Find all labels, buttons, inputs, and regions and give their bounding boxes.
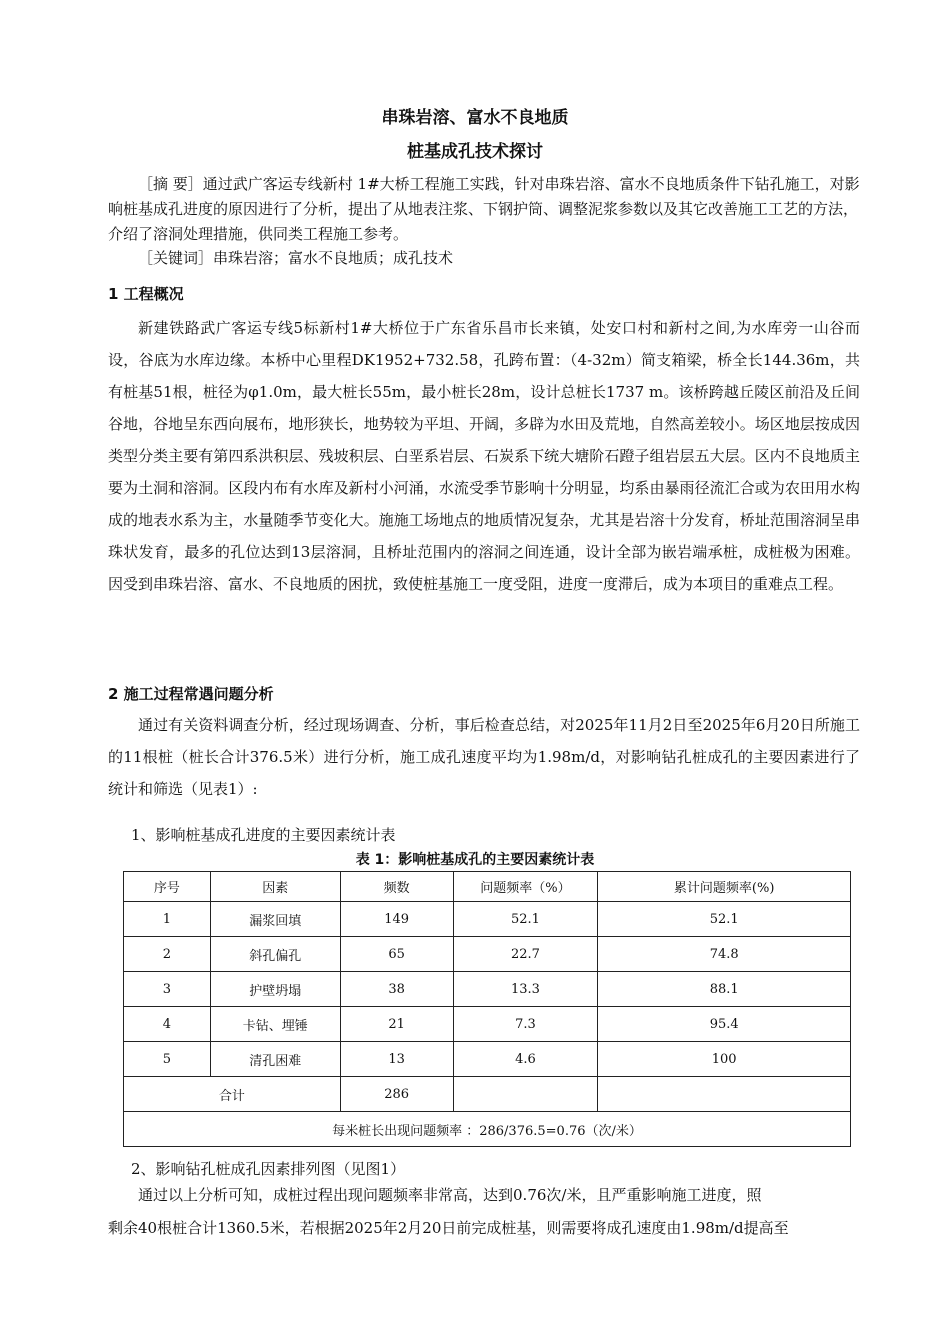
- section-2-paragraph: 通过有关资料调查分析，经过现场调查、分析，事后检查总结，对2025年11月2日至2025年6月20日所施工的11根桩（桩长合计376.5米）进行分析，施工成孔速度平均为1.98m/d，对影响钻孔桩成孔的主要因素进行了统计和筛选（见表1）:: [108, 716, 860, 798]
- table-cell: 4.6: [453, 1042, 598, 1077]
- table-cell: 65: [340, 937, 453, 972]
- abstract-text: 通过武广客运专线新村 1#大桥工程施工实践，针对串珠岩溶、富水不良地质条件下钻孔施工，对影响桩基成孔进度的原因进行了分析，提出了从地表注浆、下钢护筒、调整泥浆参数以及其它改善施工工艺的方法，介绍了溶洞处理措施，供同类工程施工参考。: [108, 175, 860, 243]
- table-cell: 74.8: [598, 937, 851, 972]
- table-cell: 护壁坍塌: [210, 972, 340, 1007]
- stats-table: [123, 871, 851, 1147]
- table-row: [124, 937, 851, 972]
- table-header-cell: 频数: [340, 872, 453, 902]
- table-cell: 13.3: [453, 972, 598, 1007]
- table-cell: 21: [340, 1007, 453, 1042]
- table-cell: 100: [598, 1042, 851, 1077]
- table-cell: 13: [340, 1042, 453, 1077]
- table-total-value: 286: [340, 1077, 453, 1112]
- table-cell: 斜孔偏孔: [210, 937, 340, 972]
- table-footer: 每米桩长出现问题频率 ：286/376.5=0.76（次/米）: [124, 1112, 851, 1147]
- list-item-1: 1、影响桩基成孔进度的主要因素统计表: [131, 826, 396, 844]
- table-header-cell: 因素: [210, 872, 340, 902]
- table-cell: 5: [124, 1042, 211, 1077]
- table-row: [124, 972, 851, 1007]
- abstract: [108, 172, 860, 247]
- table-row: [124, 1042, 851, 1077]
- table-cell: 149: [340, 902, 453, 937]
- table-cell: 3: [124, 972, 211, 1007]
- table-footer-row: [124, 1112, 851, 1147]
- closing-line-1: 通过以上分析可知，成桩过程出现问题频率非常高，达到0.76次/米，且严重影响施工进度，照: [138, 1186, 762, 1204]
- table-cell: 清孔困难: [210, 1042, 340, 1077]
- table-row: [124, 1007, 851, 1042]
- closing-line-2: 剩余40根桩合计1360.5米，若根据2025年2月20日前完成桩基，则需要将成孔速度由1.98m/d提高至: [108, 1219, 789, 1237]
- table-header-cell: 问题频率（%）: [453, 872, 598, 902]
- table-row: [124, 902, 851, 937]
- table-cell: 4: [124, 1007, 211, 1042]
- keywords-label: ［关键词］: [138, 249, 214, 267]
- section-2-heading: 2 施工过程常遇问题分析: [108, 685, 274, 703]
- table-cell: 52.1: [453, 902, 598, 937]
- table-cell: 88.1: [598, 972, 851, 1007]
- table-header-row: [124, 872, 851, 902]
- table-cell-empty: [453, 1077, 598, 1112]
- table-cell: 漏浆回填: [210, 902, 340, 937]
- list-item-2: 2、影响钻孔桩成孔因素排列图（见图1）: [131, 1160, 406, 1178]
- table-cell: 22.7: [453, 937, 598, 972]
- table-cell: 38: [340, 972, 453, 1007]
- table-cell-empty: [598, 1077, 851, 1112]
- title-line-1: 串珠岩溶、富水不良地质: [381, 108, 569, 128]
- section-1-heading: 1 工程概况: [108, 285, 184, 303]
- table-cell: 2: [124, 937, 211, 972]
- table-cell: 1: [124, 902, 211, 937]
- table-caption: 表 1：影响桩基成孔的主要因素统计表: [355, 852, 595, 868]
- table-cell: 卡钻、埋锤: [210, 1007, 340, 1042]
- table-cell: 95.4: [598, 1007, 851, 1042]
- table-total-label: 合计: [124, 1077, 341, 1112]
- table-total-row: [124, 1077, 851, 1112]
- abstract-label: ［摘 要］: [138, 175, 203, 193]
- table-cell: 7.3: [453, 1007, 598, 1042]
- table-header-cell: 累计问题频率(%): [598, 872, 851, 902]
- section-1-paragraph: 新建铁路武广客运专线5标新村1#大桥位于广东省乐昌市长来镇，处安口村和新村之间,为水库旁一山谷而设，谷底为水库边缘。本桥中心里程DK1952+732.58，孔跨布置：（4-32m）简支箱梁，桥全长144.36m，共有桩基51根，桩径为φ1.0m，最大桩长55m，最小桩长28m，设计总桩长1737 m。该桥跨越丘陵区前沿及丘间谷地，谷地呈东西向展布，地形狭长，地势较为平坦、开阔，多辟为水田及荒地，自然高差较小。场区地层按成因类型分类主要有第四系洪积层、残坡积层、白垩系岩层、石炭系下统大塘阶石蹬子组岩层五大层。区内不良地质主要为土洞和溶洞。区段内布有水库及新村小河涌，水流受季节影响十分明显，均系由暴雨径流汇合或为农田用水构成的地表水系为主，水量随季节变化大。施施工场地点的地质情况复杂，尤其是岩溶十分发育，桥址范围溶洞呈串珠状发育，最多的孔位达到13层溶洞，且桥址范围内的溶洞之间连通，设计全部为嵌岩端承桩，成桩极为困难。因受到串珠岩溶、富水、不良地质的困扰，致使桩基施工一度受阻，进度一度滞后，成为本项目的重难点工程。: [108, 319, 860, 593]
- keywords: [108, 246, 860, 271]
- table-cell: 52.1: [598, 902, 851, 937]
- table-header-cell: 序号: [124, 872, 211, 902]
- keywords-text: 串珠岩溶；富水不良地质；成孔技术: [213, 249, 454, 267]
- title-line-2: 桩基成孔技术探讨: [407, 142, 543, 162]
